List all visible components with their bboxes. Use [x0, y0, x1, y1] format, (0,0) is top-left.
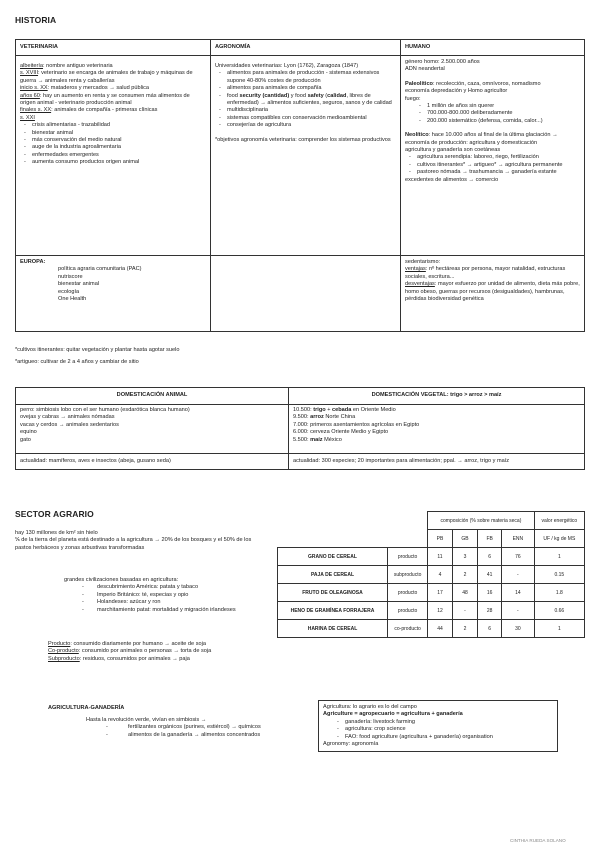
- list-item: - aumenta consumo productos origen animal: [32, 159, 206, 166]
- history-table: [15, 39, 585, 332]
- empty-cell: [211, 256, 401, 332]
- page-title: HISTORIA: [15, 15, 57, 25]
- dom-animal-actualidad: actualidad: mamíferos, aves e insectos (abeja, gusano seda): [16, 454, 289, 470]
- col-humano: HUMANO: [401, 40, 585, 56]
- product-definitions: Producto: consumido diariamente por humano → aceite de soja Co-producto: consumido por animales o personas → torta de soja Subproducto: residuos, consumidos por animales → paja: [48, 641, 212, 662]
- dom-animal-cell: perro: simbiosis lobo con el ser humano (esdarótica blanca humano) ovejas y cabras → animales nómadas vacas y cerdos → animales sedentarios equino gato: [16, 405, 289, 454]
- composition-table: composición (% sobre materia seca) valor energético PB GB FB ENN UF / kg de MS GRANO DE CEREAL producto 11 3 6 76 1 PAJA DE CEREAL subproducto 4 2 41 - 0.15 FRUTO DE OLEAGINOSA producto 17 48 16 14 1.8 HENO DE GRAMÍNEA FORRAJERA producto 12 - 28 - 0.66 HARINA DE CEREAL co-producto 44 2 6 30 1: [277, 511, 585, 638]
- sector-title: SECTOR AGRARIO: [15, 509, 94, 519]
- ag-title: AGRICULTURA-GANADERÍA: [48, 705, 125, 711]
- energy-header: valor energético: [534, 512, 584, 530]
- list-item: - auge de la industria agroalimentaria: [32, 144, 206, 151]
- footnote: *artigueo: cultivar de 2 a 4 años y cambiar de sitio: [15, 359, 139, 365]
- dom-veg-header: DOMESTICACIÓN VEGETAL: trigo > arroz > maíz: [289, 388, 585, 405]
- agro-cell: Universidades veterinarias: Lyon (1762), Zaragoza (1847) - alimentos para animales de producción - sistemas extensivos supone 40-80% costes de producción - alimentos para animales de compañía - food security (cantidad) y food safety (calidad, libres de enfermedad) → alimentos suficientes, seguros, sanos y de calidad - multidisciplinaria - sistemas compatibles con conservación medioambiental - consejerías de agricultura *objetivos agronomía veterinaria: comprender los sistemas productivos: [211, 56, 401, 256]
- list-item: - más conservación del medio natural: [32, 137, 206, 144]
- col-agronomia: AGRONOMÍA: [211, 40, 401, 56]
- agriculture-box: Agricultura: lo agrario es lo del campo Agriculture = agropecuario = agricultura + ganadería - ganadería: livestock farming - agricultura: crop science - FAO: food agriculture (agricultura + ganadería) organisation Agronomy: agronomía: [318, 700, 558, 752]
- civilizations: grandes civilizaciones basadas en agricultura: - descubrimiento América: patata y tabaco - Imperio Británico: té, especias y opio - Holandeses: azúcar y ron - marchitamiento patat: mortalidad y migración irlandeses: [64, 577, 236, 613]
- col-veterinaria: VETERINARIA: [16, 40, 211, 56]
- footer-author: CINTHIA RUEDA SOLANO: [510, 838, 566, 843]
- composition-header: composición (% sobre materia seca): [428, 512, 534, 530]
- domestication-table: [15, 387, 585, 470]
- footnote: *cultivos itinerantes: quitar vegetación y plantar hasta agotar suelo: [15, 347, 180, 353]
- table-row: FRUTO DE OLEAGINOSA producto 17 48 16 14 1.8: [278, 584, 585, 602]
- dom-animal-header: DOMESTICACIÓN ANIMAL: [16, 388, 289, 405]
- europa-cell: EUROPA: política agraria comunitaria (PAC) nutriscore bienestar animal ecología One Health: [16, 256, 211, 332]
- humano-cell: género homo: 2.500.000 años ADN neandertal Paleolítico: recolección, caza, omnívoros, nomadismo economía depredación y Homo agricultor fuego: - 1 millón de años sin querer - 700.000-800.000 deliberadamente - 200.000 sistemático (defensa, comida, calor...) Neolítico: hace 10.000 años al final de la última glaciación → economía de producción: agricultura y domesticación agricultura y ganadería son coetáneas - agricultura serendipia: laboreo, riego, fertilización - cultivos itinerantes* → artigueo* → agricultura permanente - pastoreo nómada → trashumancia → ganadería estante excedentes de alimentos → comercio: [401, 56, 585, 256]
- table-row: GRANO DE CEREAL producto 11 3 6 76 1: [278, 548, 585, 566]
- ag-text: Hasta la revolución verde, vivían en simbiosis → - fertilizantes orgánicos (purines, estiércol) → químicos - alimentos de la ganadería → alimentos concentrados: [86, 717, 261, 738]
- vet-cell: albeitería: nombre antiguo veterinaria s. XVIII: veterinario se encarga de animales de trabajo y máquinas de guerra → animales renta y caballerías inicio s. XX: mataderos y mercados → salud pública años 60: hay un aumento en renta y se consumen más alimentos de origen animal - veterinario producción animal finales s. XX: animales de compañía - primeras clínicas s. XXI - crisis alimentarias - trazabilidad - bienestar animal - más conservación del medio natural - auge de la industria agroalimentaria - enfermedades emergentes - aumenta consumo productos origen animal: [16, 56, 211, 256]
- list-item: - crisis alimentarias - trazabilidad: [32, 122, 206, 129]
- list-item: - enfermedades emergentes: [32, 152, 206, 159]
- table-row: HARINA DE CEREAL co-producto 44 2 6 30 1: [278, 620, 585, 638]
- sector-text: hay 130 millones de km² sin hielo ⅓ de la tierra del planeta está destinado a la agricultura → 20% de los bosques y el 50% de los pastos herbáceos y zonas arbustivas transformadas: [15, 530, 252, 551]
- table-row: HENO DE GRAMÍNEA FORRAJERA producto 12 - 28 - 0.66: [278, 602, 585, 620]
- dom-veg-cell: 10.500: trigo + cebada en Oriente Medio 9.500: arroz Norte China 7.000: primeros asentamientos agrícolas en Egipto 6.000: cerveza Oriente Medio y Egipto 5.500: maíz México: [289, 405, 585, 454]
- list-item: - bienestar animal: [32, 130, 206, 137]
- sedentarismo-cell: sedentarismo: ventajas: nº hectáreas por persona, mayor natalidad, estructuras sociales, escritura... desventajas: mayor esfuerzo por unidad de alimento, dieta más pobre, homo obeso, guerras por recursos (desigualdades), hambrunas, pérdidas biodiversidad genética: [401, 256, 585, 332]
- table-row: PAJA DE CEREAL subproducto 4 2 41 - 0.15: [278, 566, 585, 584]
- dom-veg-actualidad: actualidad: 300 especies; 20 importantes para alimentación; ppal. → arroz, trigo y maíz: [289, 454, 585, 470]
